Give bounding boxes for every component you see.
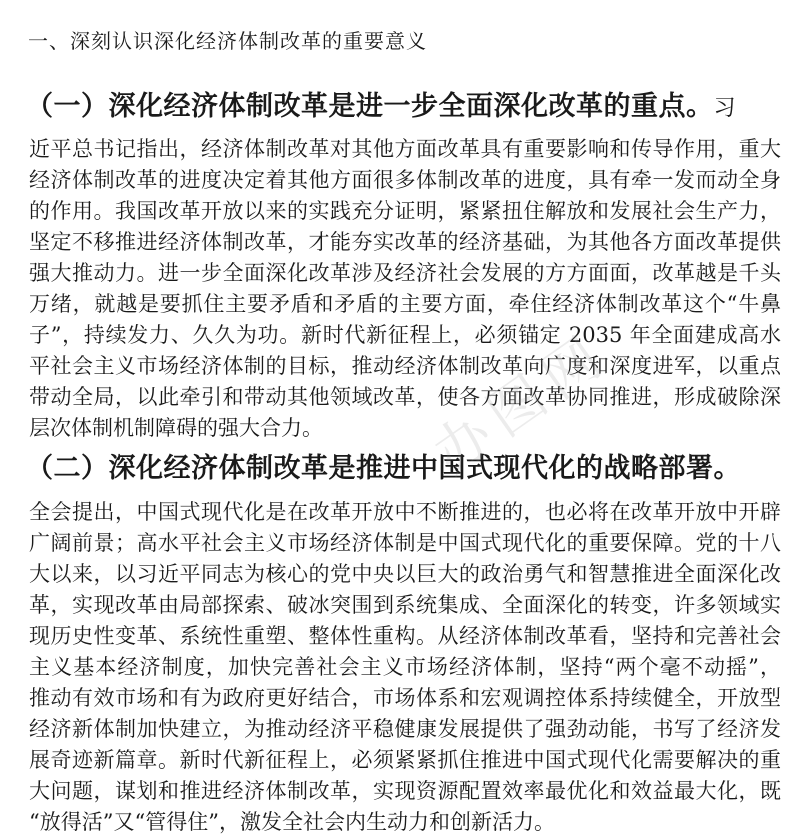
paragraph-line: 层次体制机制障碍的强大合力。	[29, 416, 323, 440]
subsection-1-paragraph	[29, 134, 781, 444]
subsection-1-heading-text: （一）深化经济体制改革是进一步全面深化改革的重点。	[26, 91, 714, 122]
paragraph-line: “放得活”又“管得住”，激发全社会内生动力和创新活力。	[29, 810, 555, 834]
section-heading: 一、深刻认识深化经济体制改革的重要意义	[28, 29, 427, 53]
paragraph-line: 的作用。我国改革开放以来的实践充分证明，紧紧扭住解放和发展社会生产力，	[29, 199, 781, 223]
paragraph-line: 大问题，谋划和推进经济体制改革，实现资源配置效率最优化和效益最大化，既	[29, 779, 781, 803]
subsection-1-heading	[26, 88, 736, 128]
paragraph-line: 展奇迹新篇章。新时代新征程上，必须紧紧抓住推进中国式现代化需要解决的重	[29, 748, 781, 772]
paragraph-line: 万绪，就越是要抓住主要矛盾和矛盾的主要方面，牵住经济体制改革这个“牛鼻	[29, 292, 781, 316]
paragraph-line: 推动有效市场和有为政府更好结合，市场体系和宏观调控体系持续健全，开放型	[29, 686, 781, 710]
paragraph-line: 坚定不移推进经济体制改革，才能夯实改革的经济基础，为其他各方面改革提供	[29, 230, 781, 254]
paragraph-line: 平社会主义市场经济体制的目标，推动经济体制改革向广度和深度进军，以重点	[29, 354, 781, 378]
subsection-1-heading-tail: 习	[713, 96, 736, 121]
subsection-2-paragraph	[29, 497, 781, 838]
watermark: 办图网	[421, 320, 622, 488]
paragraph-line: 经济新体制加快建立，为推动经济平稳健康发展提供了强劲动能，书写了经济发	[29, 717, 781, 741]
paragraph-line: 现历史性变革、系统性重塑、整体性重构。从经济体制改革看，坚持和完善社会	[29, 624, 781, 648]
paragraph-line: 经济体制改革的进度决定着其他方面很多体制改革的进度，具有牵一发而动全身	[29, 168, 781, 192]
paragraph-line: 主义基本经济制度，加快完善社会主义市场经济体制，坚持“两个毫不动摇”，	[29, 655, 781, 679]
paragraph-line: 带动全局，以此牵引和带动其他领域改革，使各方面改革协同推进，形成破除深	[29, 385, 781, 409]
paragraph-line: 全会提出，中国式现代化是在改革开放中不断推进的，也必将在改革开放中开辟	[29, 500, 781, 524]
paragraph-line: 近平总书记指出，经济体制改革对其他方面改革具有重要影响和传导作用，重大	[29, 137, 781, 161]
paragraph-line: 革，实现改革由局部探索、破冰突围到系统集成、全面深化的转变，许多领域实	[29, 593, 781, 617]
paragraph-line: 大以来，以习近平同志为核心的党中央以巨大的政治勇气和智慧推进全面深化改	[29, 562, 781, 586]
paragraph-line: 子”，持续发力、久久为功。新时代新征程上，必须锚定 2035 年全面建成高水	[29, 323, 781, 347]
paragraph-line: 强大推动力。进一步全面深化改革涉及经济社会发展的方方面面，改革越是千头	[29, 261, 781, 285]
subsection-2-heading: （二）深化经济体制改革是推进中国式现代化的战略部署。	[26, 453, 741, 484]
paragraph-line: 广阔前景；高水平社会主义市场经济体制是中国式现代化的重要保障。党的十八	[29, 531, 781, 555]
